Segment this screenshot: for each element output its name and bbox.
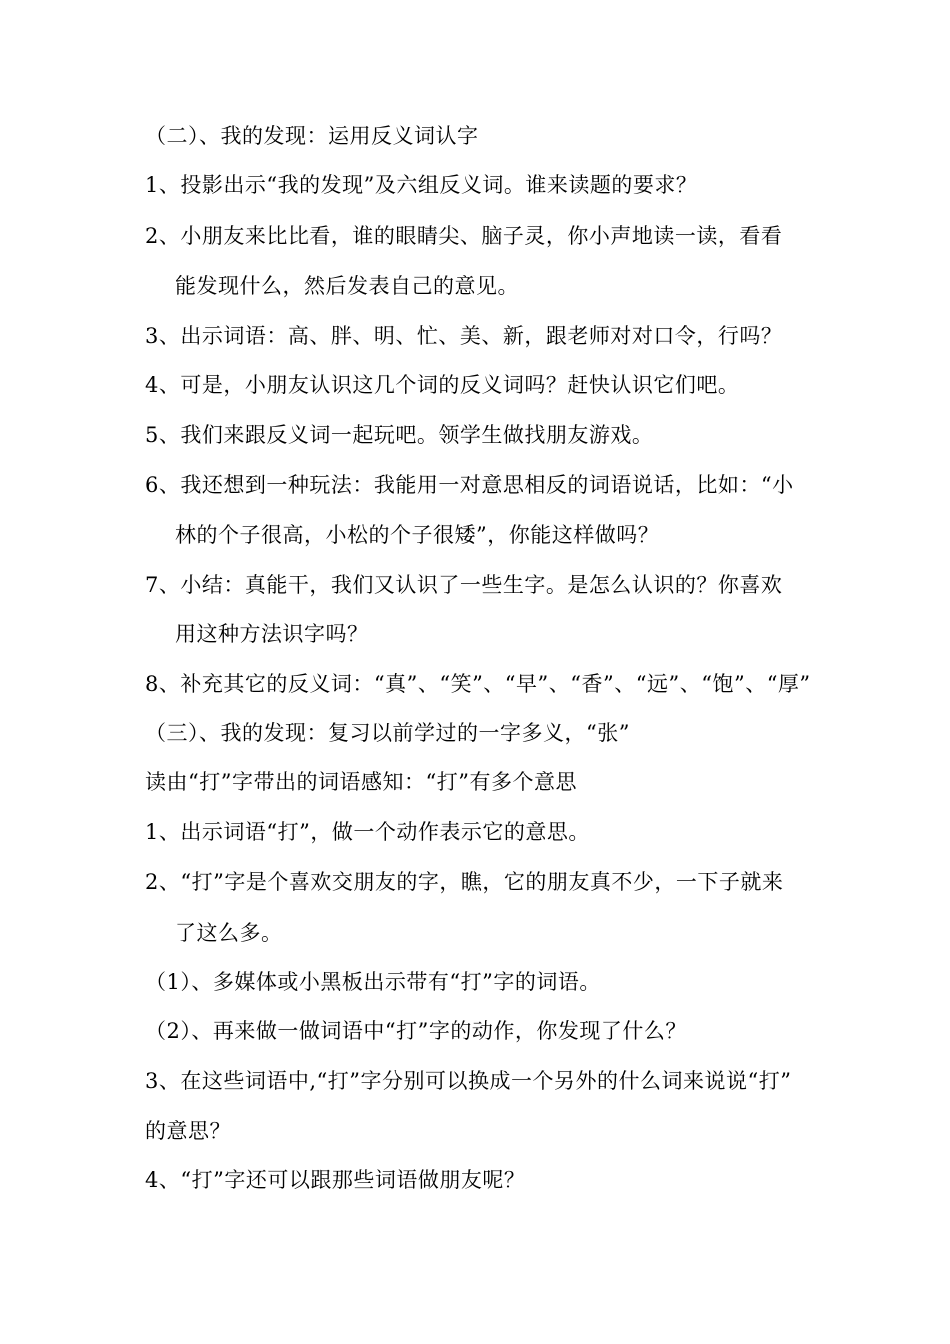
paragraph-line: 8、补充其它的反义词：“真”、“笑”、“早”、“香”、“远”、“饱”、“厚” (145, 672, 811, 696)
paragraph-line: 读由“打”字带出的词语感知：“打”有多个意思 (145, 770, 577, 794)
paragraph-line: 7、小结：真能干，我们又认识了一些生字。是怎么认识的？你喜欢 (145, 573, 783, 597)
paragraph-line: 2、小朋友来比比看，谁的眼睛尖、脑子灵，你小声地读一读，看看 (145, 224, 783, 248)
paragraph-line: 能发现什么，然后发表自己的意见。 (175, 274, 519, 298)
section-heading-3: （三）、我的发现：复习以前学过的一字多义，“张” (145, 721, 630, 745)
paragraph-line: （1）、多媒体或小黑板出示带有“打”字的词语。 (145, 970, 601, 994)
paragraph-line: 1、投影出示“我的发现”及六组反义词。谁来读题的要求？ (145, 173, 698, 197)
section-heading-2: （二）、我的发现：运用反义词认字 (145, 124, 479, 148)
paragraph-line: （2）、再来做一做词语中“打”字的动作，你发现了什么？ (145, 1019, 687, 1043)
paragraph-line: 用这种方法识字吗？ (175, 622, 369, 646)
paragraph-line: 的意思？ (145, 1119, 231, 1143)
paragraph-line: 3、在这些词语中,“打”字分别可以换成一个另外的什么词来说说“打” (145, 1069, 792, 1093)
paragraph-line: 了这么多。 (175, 921, 283, 945)
paragraph-line: 4、“打”字还可以跟那些词语做朋友呢？ (145, 1168, 526, 1192)
paragraph-line: 1、出示词语“打”，做一个动作表示它的意思。 (145, 820, 590, 844)
paragraph-line: 6、我还想到一种玩法：我能用一对意思相反的词语说话，比如：“小 (145, 473, 794, 497)
paragraph-line: 2、“打”字是个喜欢交朋友的字，瞧，它的朋友真不少，一下子就来 (145, 870, 784, 894)
paragraph-line: 3、出示词语：高、胖、明、忙、美、新，跟老师对对口令，行吗？ (145, 324, 783, 348)
paragraph-line: 5、我们来跟反义词一起玩吧。领学生做找朋友游戏。 (145, 423, 654, 447)
paragraph-line: 林的个子很高，小松的个子很矮”，你能这样做吗？ (175, 523, 660, 547)
paragraph-line: 4、可是，小朋友认识这几个词的反义词吗？赶快认识它们吧。 (145, 373, 740, 397)
